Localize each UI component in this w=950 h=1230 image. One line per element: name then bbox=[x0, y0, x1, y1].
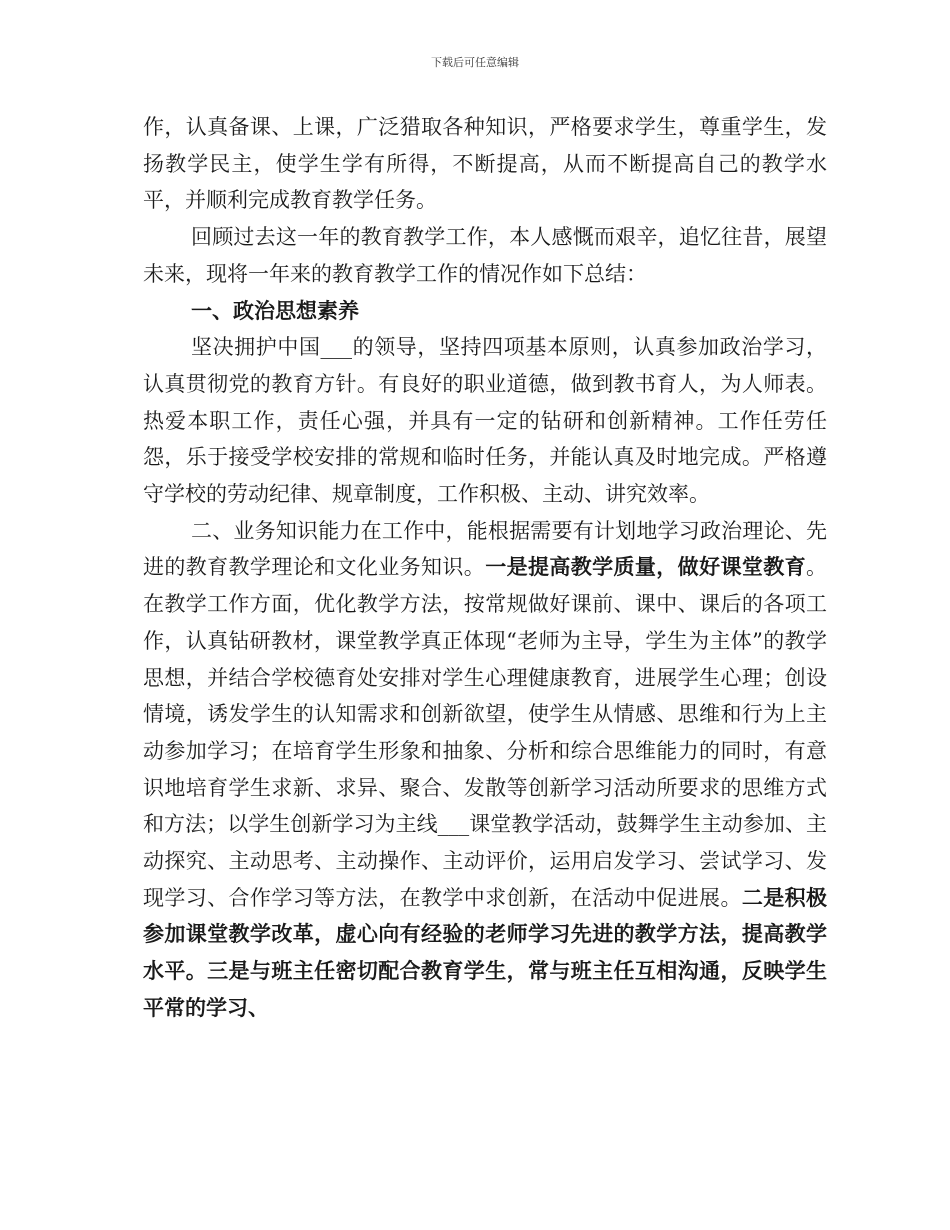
page-header: 下载后可任意编辑 bbox=[431, 56, 519, 69]
section-heading-political: 一、政治思想素养 bbox=[191, 298, 359, 323]
paragraph-text: 二、业务知识能力在工作中，能根据需要有计划地学习政治理论、先进的教育教学理论和文化业务知识。 bbox=[143, 518, 827, 580]
paragraph-continuation: 作，认真备课、上课，广泛猎取各种知识，严格要求学生，尊重学生，发扬教学民主，使学生学有所得，不断提高，从而不断提高自己的教学水平，并顺利完成教育教学任务。 bbox=[143, 115, 827, 213]
paragraph-review: 回顾过去这一年的教育教学工作，本人感慨而艰辛，追忆往昔，展望未来，现将一年来的教育教学工作的情况作如下总结： bbox=[143, 225, 827, 286]
bold-points-two-three: 二是积极参加课堂教学改革，虚心向有经验的老师学习先进的教学方法，提高教学水平。三是与班主任密切配合教育学生，常与班主任互相沟通，反映学生平常的学习、 bbox=[143, 885, 828, 1020]
paragraph-business-knowledge bbox=[143, 513, 827, 1027]
bold-point-one: 一是提高教学质量，做好课堂教育 bbox=[485, 555, 807, 580]
paragraph-political: 坚决拥护中国___的领导，坚持四项基本原则，认真参加政治学习，认真贯彻党的教育方针。有良好的职业道德，做到教书育人，为人师表。热爱本职工作，责任心强，并具有一定的钻研和创新精神。工作任劳任怨，乐于接受学校安排的常规和临时任务，并能认真及时地完成。严格遵守学校的劳动纪律、规章制度，工作积极、主动、讲究效率。 bbox=[143, 335, 827, 507]
document-body bbox=[143, 109, 827, 1027]
paragraph-text: 。在教学工作方面，优化教学方法，按常规做好课前、课中、课后的各项工作，认真钻研教材，课堂教学真正体现“老师为主导，学生为主体”的教学思想，并结合学校德育处安排对学生心理健康教育，进展学生心理；创设情境，诱发学生的认知需求和创新欲望，使学生从情感、思维和行为上主动参加学习；在培育学生形象和抽象、分析和综合思维能力的同时，有意识地培育学生求新、求异、聚合、发散等创新学习活动所要求的思维方式和方法；以学生创新学习为主线___课堂教学活动，鼓舞学生主动参加、主动探究、主动思考、主动操作、主动评价，运用启发学习、尝试学习、发现学习、合作学习等方法，在教学中求创新，在活动中促进展。 bbox=[143, 555, 828, 910]
